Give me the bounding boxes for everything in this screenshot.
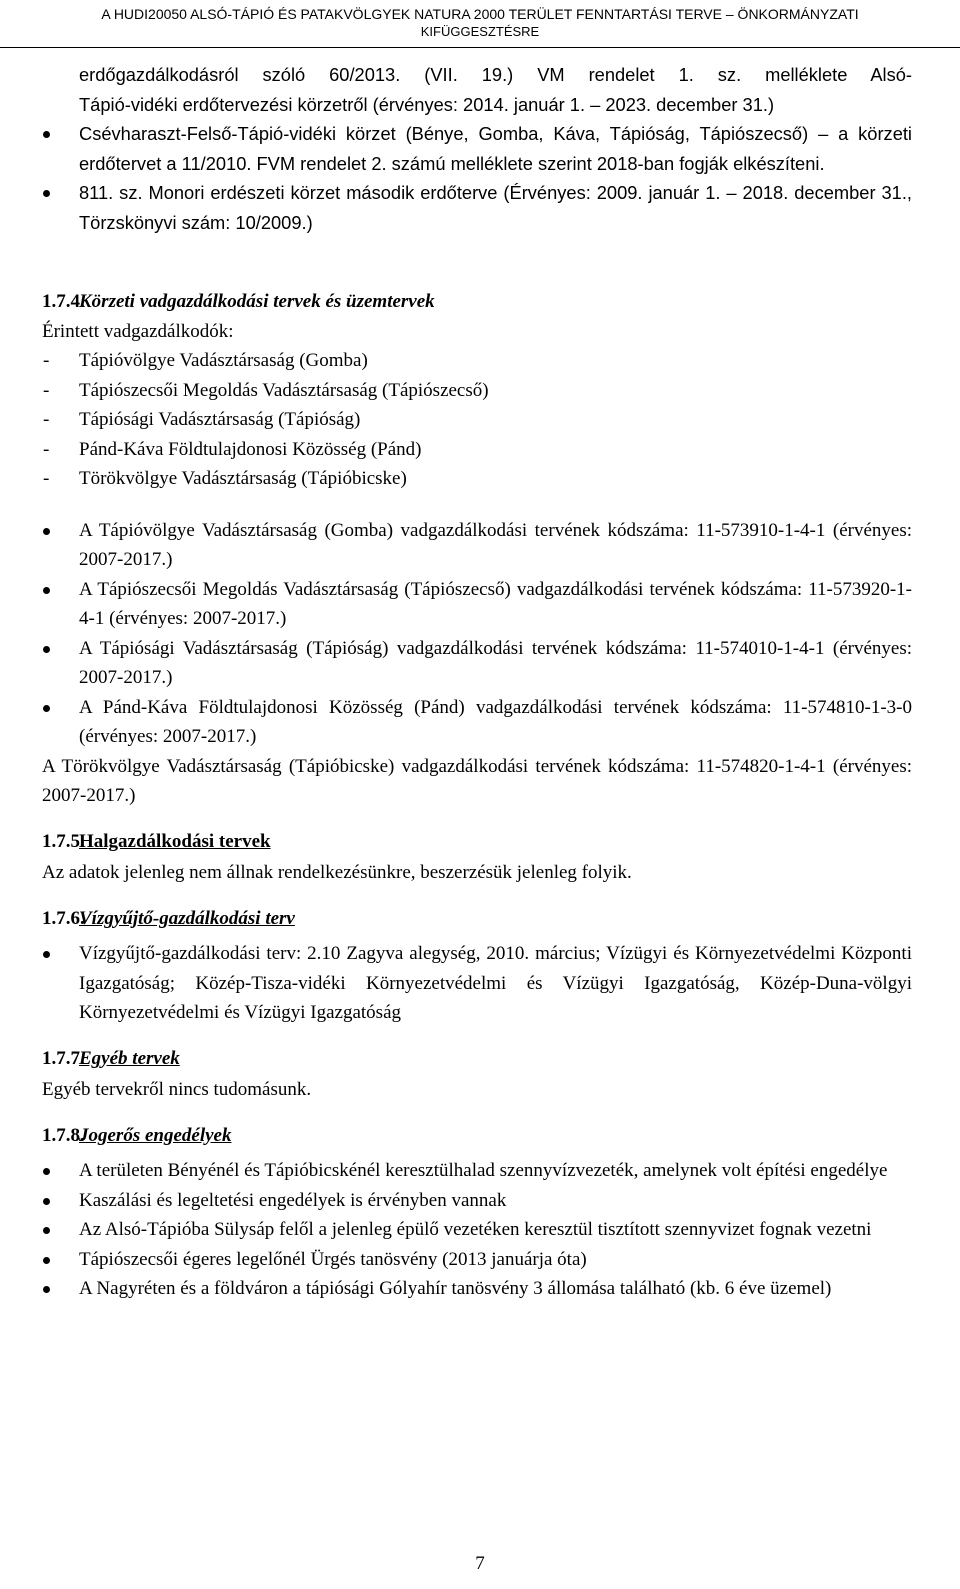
- header-line-1: A HUDI20050 ALSÓ-TÁPIÓ ÉS PATAKVÖLGYEK NATURA 2000 TERÜLET FENNTARTÁSI TERVE – ÖNKORMÁNYZATI: [101, 6, 859, 22]
- hunting-plan-item: A Tápióvölgye Vadásztársaság (Gomba) vadgazdálkodási tervének kódszáma: 11-573910-1-4-1 (érvényes: 2007-2017.): [42, 516, 912, 575]
- section-1-7-4: [42, 287, 912, 811]
- hunters-list-item: - Tápióvölgye Vadásztársaság (Gomba): [42, 346, 912, 376]
- hunters-list-item: - Törökvölgye Vadásztársaság (Tápióbicske): [42, 464, 912, 494]
- page-header: [0, 0, 960, 48]
- section-number: 1.7.6.: [42, 907, 85, 929]
- forestry-list-item: Csévharaszt-Felső-Tápió-vidéki körzet (Bénye, Gomba, Káva, Tápióság, Tápiószecső) – a körzeti erdőtervet a 11/2010. FVM rendelet 2. számú melléklete szerint 2018-ban fogják elkészíteni.: [42, 119, 912, 178]
- section-title: Körzeti vadgazdálkodási tervek és üzemtervek: [79, 291, 435, 312]
- hunting-plan-item: A Tápiószecsői Megoldás Vadásztársaság (Tápiószecső) vadgazdálkodási tervének kódszáma: 11-573920-1-4-1 (érvényes: 2007-2017.): [42, 575, 912, 634]
- document-body: [42, 60, 912, 1304]
- forestry-list-item: 811. sz. Monori erdészeti körzet második erdőterve (Érvényes: 2009. január 1. – 2018. december 31., Törzskönyvi szám: 10/2009.): [42, 178, 912, 237]
- section-1-7-5: [42, 827, 912, 888]
- section-heading: [42, 904, 912, 934]
- section-title: Halgazdálkodási tervek: [79, 830, 271, 852]
- permit-item: Kaszálási és legeltetési engedélyek is érvényben vannak: [42, 1186, 912, 1216]
- hunting-plan-item: A Tápiósági Vadásztársaság (Tápióság) vadgazdálkodási tervének kódszáma: 11-574010-1-4-1 (érvényes: 2007-2017.): [42, 634, 912, 693]
- section-title: Vízgyűjtő-gazdálkodási terv: [79, 907, 295, 929]
- other-plans-text: Egyéb tervekről nincs tudomásunk.: [42, 1079, 312, 1100]
- section-heading: [42, 1121, 912, 1151]
- hunting-plans-list: [42, 516, 912, 811]
- permit-item: Az Alsó-Tápióba Sülysáp felől a jelenleg épülő vezetéken keresztül tisztított szennyvizet fognak vezetni: [42, 1215, 912, 1245]
- hunting-plan-item: A Pánd-Káva Földtulajdonosi Közösség (Pánd) vadgazdálkodási tervének kódszáma: 11-574810-1-3-0 (érvényes: 2007-2017.): [42, 693, 912, 752]
- forestry-continuation-line-1: erdőgazdálkodásról szóló 60/2013. (VII. 19.) VM rendelet 1. sz. melléklete Alsó-: [79, 64, 912, 85]
- water-plan-item: Vízgyűjtő-gazdálkodási terv: 2.10 Zagyva alegység, 2010. március; Vízügyi és Környezetvédelmi Központi Igazgatóság; Közép-Tisza-vidéki Környezetvédelmi és Vízügyi Igazgatóság, Közép-Duna-völgyi Környezetvédelmi és Vízügyi Igazgatóság: [42, 939, 912, 1028]
- permit-item: Tápiószecsői égeres legelőnél Ürgés tanösvény (2013 januárja óta): [42, 1245, 912, 1275]
- section-heading: [42, 1044, 912, 1074]
- section-number: 1.7.5.: [42, 830, 85, 852]
- section-title: Jogerős engedélyek: [79, 1124, 232, 1146]
- hunters-list-item: - Tápiósági Vadásztársaság (Tápióság): [42, 405, 912, 435]
- hunters-list-item: - Tápiószecsői Megoldás Vadásztársaság (Tápiószecső): [42, 376, 912, 406]
- hunting-plan-plain: A Törökvölgye Vadásztársaság (Tápióbicske) vadgazdálkodási tervének kódszáma: 11-574820-1-4-1 (érvényes: 2007-2017.): [42, 755, 912, 806]
- dash-marker: -: [43, 438, 50, 460]
- section-number: 1.7.8.: [42, 1124, 85, 1146]
- dash-marker: -: [43, 379, 50, 401]
- permit-item: A területen Bényénél és Tápióbicskénél keresztülhalad szennyvízvezeték, amelynek volt építési engedélye: [42, 1156, 912, 1186]
- section-heading: [42, 287, 912, 317]
- section-heading: [42, 827, 912, 857]
- section-number: 1.7.7.: [42, 1047, 85, 1069]
- dash-marker: -: [43, 409, 50, 430]
- hunters-list: [42, 346, 912, 494]
- forestry-continuation-line-2: Tápió-vidéki erdőtervezési körzetről (érvényes: 2014. január 1. – 2023. december 31.): [79, 93, 775, 115]
- dash-marker: -: [43, 468, 50, 489]
- permit-item: A Nagyréten és a földváron a tápiósági Gólyahír tanösvény 3 állomása található (kb. 6 éve üzemel): [42, 1274, 912, 1304]
- section-1-7-7: [42, 1044, 912, 1105]
- header-line-2: KIFÜGGESZTÉSRE: [420, 24, 540, 39]
- permits-list: [42, 1156, 912, 1304]
- forestry-section: [42, 60, 912, 237]
- page-number: 7: [475, 1553, 485, 1574]
- hunters-intro: Érintett vadgazdálkodók:: [42, 320, 234, 342]
- dash-marker: -: [43, 350, 50, 371]
- fishing-text: Az adatok jelenleg nem állnak rendelkezésünkre, beszerzésük jelenleg folyik.: [42, 862, 632, 883]
- section-1-7-6: [42, 904, 912, 1028]
- section-title: Egyéb tervek: [79, 1047, 180, 1069]
- hunters-list-item: - Pánd-Káva Földtulajdonosi Közösség (Pánd): [42, 435, 912, 465]
- section-number: 1.7.4.: [42, 291, 85, 312]
- section-1-7-8: [42, 1121, 912, 1304]
